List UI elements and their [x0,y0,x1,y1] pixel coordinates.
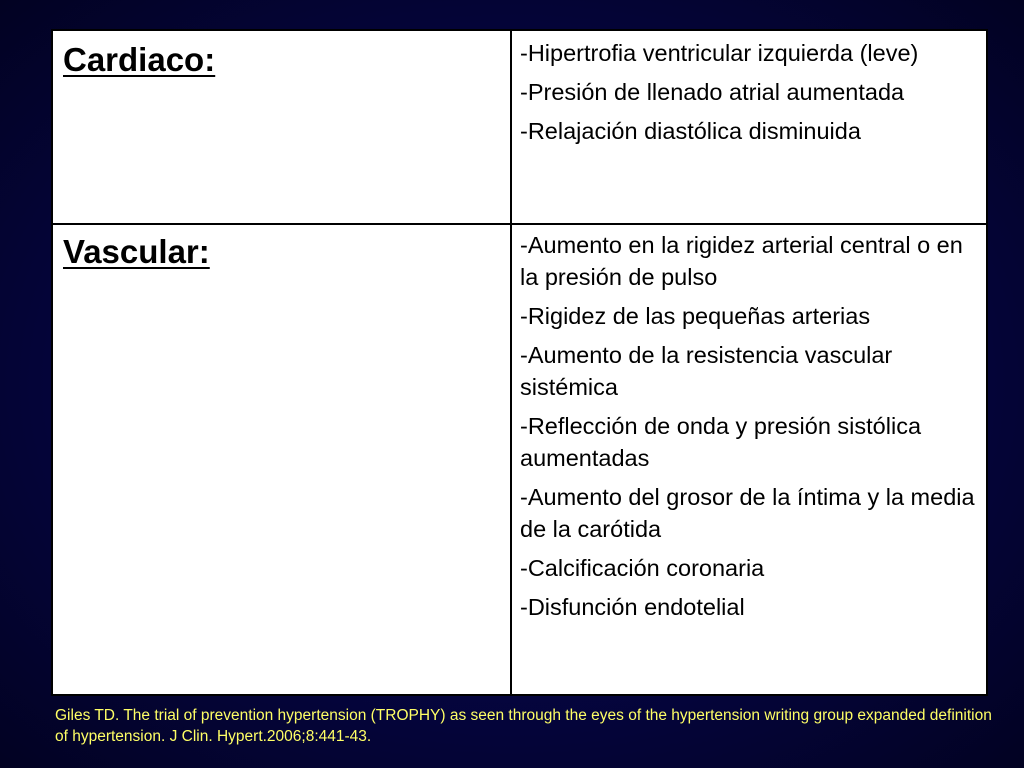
cardiaco-item-list [520,37,982,154]
list-item: -Aumento en la rigidez arterial central o en la presión de pulso [520,232,963,290]
list-item: -Aumento del grosor de la íntima y la media de la carótida [520,484,975,542]
list-item: -Hipertrofia ventricular izquierda (leve) [520,40,919,66]
list-item: -Presión de llenado atrial aumentada [520,79,905,105]
list-item: -Disfunción endotelial [520,594,745,620]
column-divider [510,225,512,694]
table-row-vascular [53,225,986,694]
column-divider [510,31,512,223]
row-heading-vascular: Vascular: [63,233,210,270]
citation-text: Giles TD. The trial of prevention hypertension (TROPHY) as seen through the eyes of the hypertension writing group expanded definition of hypertension. J Clin. Hypert.2006;8:441-43. [55,707,992,745]
findings-table [51,29,988,696]
list-item: -Aumento de la resistencia vascular sistémica [520,342,893,400]
list-item: -Relajación diastólica disminuida [520,118,861,144]
vascular-item-list [520,229,982,630]
row-heading-cardiaco: Cardiaco: [63,41,216,78]
list-item: -Rigidez de las pequeñas arterias [520,303,871,329]
list-item: -Reflección de onda y presión sistólica aumentadas [520,413,922,471]
table-row-cardiaco [53,31,986,225]
list-item: -Calcificación coronaria [520,555,765,581]
